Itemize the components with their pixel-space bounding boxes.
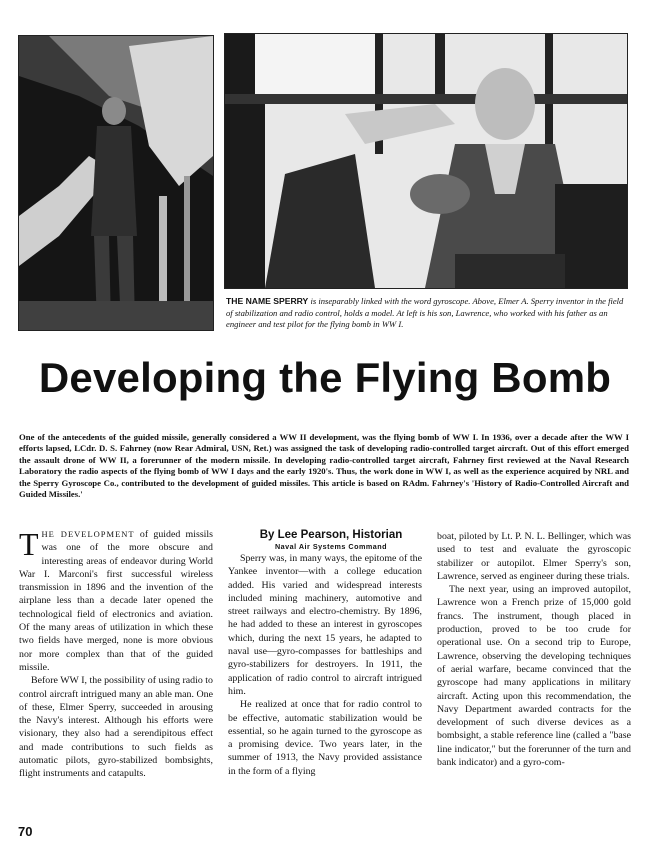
- photo-caption: [226, 296, 626, 331]
- article-title: Developing the Flying Bomb: [38, 354, 612, 401]
- photo-elmer-sperry-image: [225, 34, 627, 288]
- author-affiliation: Naval Air Systems Command: [274, 542, 388, 551]
- photo-lawrence-sperry: [18, 35, 214, 331]
- column-1: [19, 528, 213, 781]
- column-2-paragraph-2: He realized at once that for radio control to be effective, automatic stabilization would be essential, so he again turned to the gyroscope as a promising device. Two years later, in the summer of 1913, the Navy provided assistance in the form of a flying: [228, 699, 422, 777]
- lead-in-smallcaps: HE DEVELOPMENT: [41, 529, 135, 539]
- drop-cap: T: [19, 526, 39, 562]
- caption-lead: THE NAME SPERRY: [226, 296, 309, 306]
- column-2-paragraph-1: Sperry was, in many ways, the epitome of the Yankee inventor—with a college education added. His varied and widespread interests included mining machinery, automotive and street railways and electro-chemistry. By 1896, he had added to these an interest in gyroscopes which, during the next 15 years, he adapted to naval use—gyro-compasses for battleships and gyro-stabilizers for destroyers. In 1911, the application of radio control to aircraft intrigued him.: [228, 553, 422, 697]
- author-byline: By Lee Pearson, Historian: [259, 529, 403, 541]
- column-3-paragraph-2: The next year, using an improved autopilot, Lawrence won a French prize of 15,000 gold francs. The instrument, though placed in production, proved to be too crude for operational use. On a second trip to Europe, Lawrence, observing the developing techniques of aerial warfare, became convinced that the gyroscope had many applications in military aircraft. Acting upon this recommendation, the Navy Department awarded contracts for the development of such diverse devices as a bombsight, a stable reference line (called a "base line indicator," but the forerunner of the turn and bank indicator) and a gyro-com-: [437, 584, 631, 769]
- column-3-paragraph-1: boat, piloted by Lt. P. N. L. Bellinger, which was used to test and evaluate the gyroscopic stabilizer or autopilot. Elmer Sperry's son, Lawrence, served as engineer during these trials.: [437, 531, 631, 582]
- column-3: [437, 530, 631, 769]
- column-1-paragraph-1-text: of guided missils was one of the more obscure and interesting areas of endeavor during World War I. Marconi's first successful wireless transmission in 1896 and the invention of the airplane less than a decade later opened the technological field of electronics and aviation. Of the many areas of utilization in which these two fields have merged, none is more obvious nor more complex than that of the guided missile.: [19, 529, 214, 673]
- page-number: 70: [18, 824, 33, 839]
- article-intro: One of the antecedents of the guided missile, generally considered a WW II development, was the flying bomb of WW I. In 1936, over a decade after the WW I efforts lapsed, LCdr. D. S. Fahrney (now Rear Admiral, USN, Ret.) was assigned the task of developing radio-controlled target aircraft. Out of this effort emerged the assault drone of WW II, a forerunner of the modern missile. In developing radio-controlled target aircraft, Fahrney first reviewed at the Naval Research Laboratory the radio aspects of the flying bomb of WW I days and the early 1920's. Thus, the work done in WW I, as well as the experience acquired by NRL and the Sperry Gyroscope Co., contributed to the development of guided missiles. This article is based on RAdm. Fahrney's 'History of Radio-Controlled Aircraft and Guided Missiles.': [19, 432, 629, 500]
- column-1-paragraph-2: Before WW I, the possibility of using radio to control aircraft intrigued many an able man. One of these, Elmer Sperry, succeeded in arousing the Navy's interest. Although his efforts were visionary, they also had a serendipitous effect and made contributions to such fields as automatic pilots, gyro-stabilized bombsights, flight instruments and catapults.: [19, 675, 213, 780]
- column-1-paragraph-1: [19, 528, 213, 674]
- photo-elmer-sperry: [224, 33, 628, 289]
- column-2: [228, 528, 422, 778]
- photo-lawrence-sperry-image: [19, 36, 213, 330]
- caption-text: is inseparably linked with the word gyroscope. Above, Elmer A. Sperry inventor in the field of stabilization and radio control, holds a model. At left is his son, Lawrence, who worked with his father as an engineer and test pilot for the flying bomb in WW I.: [226, 296, 624, 329]
